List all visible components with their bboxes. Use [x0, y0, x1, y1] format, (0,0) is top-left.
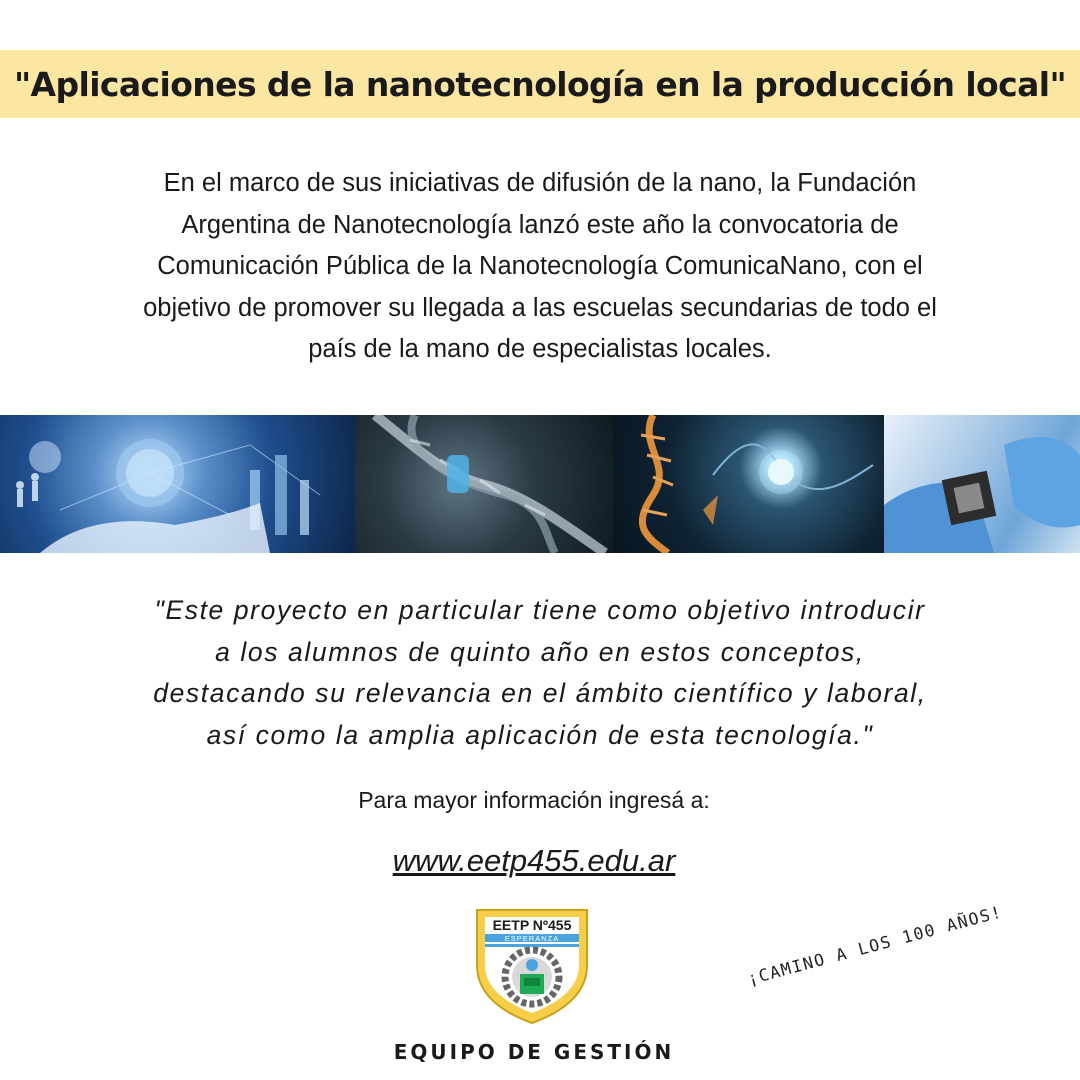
team-signature: EQUIPO DE GESTIÓN: [393, 1040, 675, 1064]
quote-line: así como la amplia aplicación de esta tecnología.": [206, 720, 874, 751]
intro-line: país de la mano de especialistas locales.: [308, 335, 772, 363]
project-quote: [80, 590, 1000, 757]
microchip-photo: [884, 415, 1080, 553]
title-banner: [0, 50, 1080, 118]
logo-city-name: ESPERANZA: [504, 934, 560, 943]
school-logo: [474, 907, 590, 1025]
image-strip: [0, 415, 1080, 553]
intro-line: objetivo de promover su llegada a las escuelas secundarias de todo el: [143, 293, 937, 322]
intro-line: Comunicación Pública de la Nanotecnología ComunicaNano, con el: [157, 252, 923, 280]
nanotech-lab-image: [0, 415, 355, 553]
nanobot-dna-image: [613, 415, 884, 553]
centenary-badge: ¡CAMINO A LOS 100 AÑOS!: [745, 902, 1005, 989]
logo-school-name: EETP Nº455: [492, 917, 572, 933]
intro-line: En el marco de sus iniciativas de difusión de la nano, la Fundación: [163, 169, 917, 197]
info-label: Para mayor información ingresá a:: [358, 787, 710, 813]
website-link[interactable]: www.eetp455.edu.ar: [392, 843, 676, 878]
intro-line: Argentina de Nanotecnología lanzó este año la convocatoria de: [181, 210, 899, 239]
quote-line: destacando su relevancia en el ámbito científico y laboral,: [153, 678, 927, 709]
page-title: "Aplicaciones de la nanotecnología en la producción local": [13, 64, 1067, 104]
intro-paragraph: [100, 163, 980, 371]
quote-line: a los alumnos de quinto año en estos conceptos,: [215, 636, 865, 667]
dna-helix-image: [355, 415, 613, 553]
quote-line: "Este proyecto en particular tiene como objetivo introducir: [154, 595, 926, 625]
